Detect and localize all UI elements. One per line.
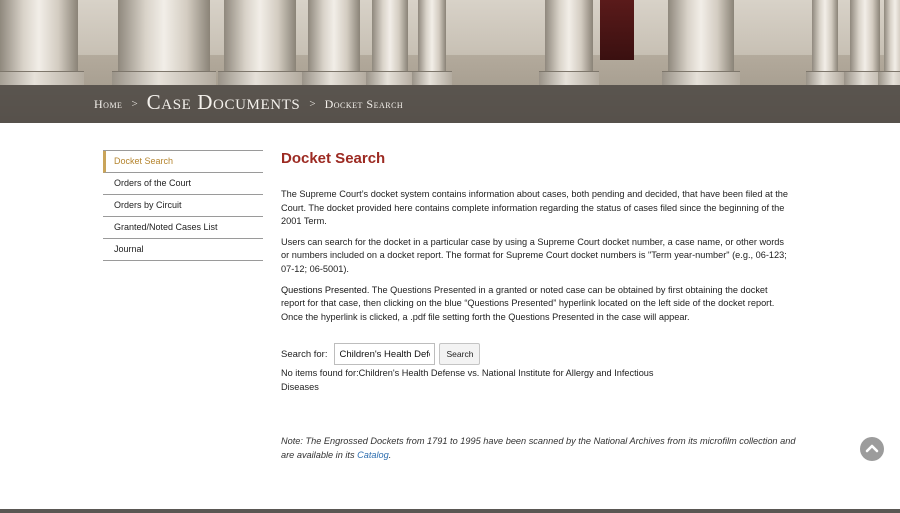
questions-presented-lead: Questions Presented — [281, 284, 367, 295]
result-prefix: No items found for: — [281, 368, 359, 378]
archives-note — [281, 435, 796, 463]
intro-paragraph: The Supreme Court’s docket system contains information about cases, both pending and decided, that have been filed at the Court. The docket provided here contains complete information regarding the status of cases filed since the beginning of the 2001 Term. — [281, 189, 788, 227]
banner-column — [372, 0, 408, 85]
breadcrumb-current: Docket Search — [324, 96, 404, 111]
questions-presented-paragraph — [281, 284, 793, 325]
sidebar-item-orders-of-the-court[interactable]: Orders of the Court — [103, 173, 263, 195]
search-input[interactable] — [334, 343, 435, 365]
page-title: Docket Search — [281, 150, 386, 167]
banner-column — [118, 0, 210, 85]
banner-column — [884, 0, 900, 85]
banner-column — [308, 0, 360, 85]
result-query: Children's Health Defense vs. National Institute for Allergy and Infectious Diseases — [281, 368, 654, 392]
banner-column — [668, 0, 734, 85]
breadcrumb-home-link[interactable]: Home — [94, 96, 123, 111]
sidebar-item-journal[interactable]: Journal — [103, 239, 263, 261]
sidebar-item-granted-noted-cases[interactable]: Granted/Noted Cases List — [103, 217, 263, 239]
questions-presented-text: . The Questions Presented in a granted or noted case can be obtained by first obtaining the docket report for that case, then clicking on the blue “Questions Presented” hyperlink located on the left side of the docket report. Once the hyperlink is clicked, a .pdf file setting forth the Questions Presented in the case will appear. — [281, 284, 775, 322]
chevron-up-circle-icon — [865, 442, 879, 456]
banner-column — [418, 0, 446, 85]
usage-paragraph: Users can search for the docket in a particular case by using a Supreme Court docket number, a case name, or other words or numbers included on a docket report. The format for Supreme Court docket numbers is "Term year-number" (e.g., 06-123; 07-12; 06-5001). — [281, 236, 787, 274]
note-end: . — [388, 449, 392, 460]
breadcrumb — [0, 85, 900, 123]
banner-column — [0, 0, 78, 85]
sidebar-nav — [103, 150, 263, 261]
breadcrumb-separator: > — [309, 98, 316, 110]
breadcrumb-separator: > — [131, 98, 138, 110]
back-to-top-button[interactable] — [860, 437, 884, 461]
banner-doorway — [600, 0, 634, 60]
catalog-link[interactable]: Catalog — [357, 449, 389, 460]
search-result-message — [281, 367, 681, 394]
sidebar-item-docket-search[interactable]: Docket Search — [103, 151, 263, 173]
note-text: Note: The Engrossed Dockets from 1791 to 1995 have been scanned by the National Archives from its microfilm collection and are available in its — [281, 436, 796, 460]
search-button[interactable]: Search — [439, 343, 480, 365]
search-label: Search for: — [281, 348, 328, 360]
banner-column — [224, 0, 296, 85]
sidebar-item-orders-by-circuit[interactable]: Orders by Circuit — [103, 195, 263, 217]
search-form — [281, 343, 480, 365]
footer-bar — [0, 509, 900, 513]
main-content — [281, 150, 793, 331]
header-banner — [0, 0, 900, 123]
banner-column — [545, 0, 593, 85]
banner-column — [850, 0, 880, 85]
banner-column — [812, 0, 838, 85]
breadcrumb-section-link[interactable]: Case Documents — [146, 90, 301, 114]
